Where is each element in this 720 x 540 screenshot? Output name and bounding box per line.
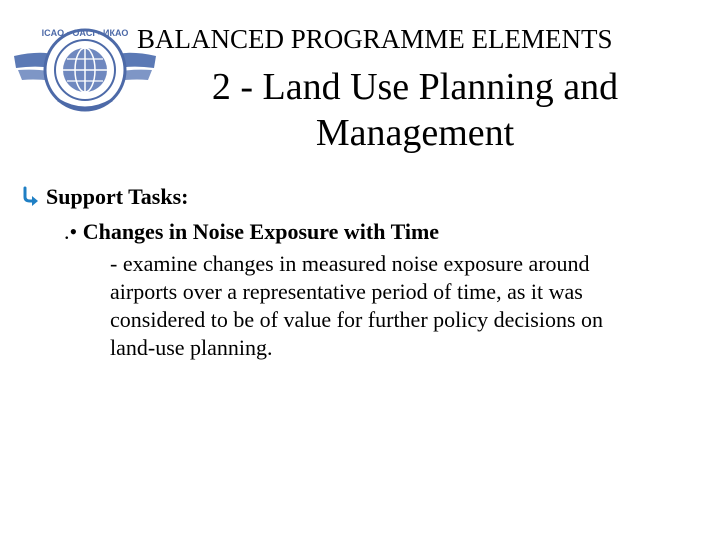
description-line: airports over a representative period of time, as it was [110, 279, 583, 304]
subitem-bullet: .• [64, 219, 78, 244]
logo-ring-text: ICAO • OACI • ИКАО [41, 28, 129, 38]
description-line: - examine changes in measured noise exposure around [110, 251, 590, 276]
title-line-2: Management [315, 112, 515, 154]
slide-header: BALANCED PROGRAMME ELEMENTS [137, 24, 613, 54]
support-tasks-heading [22, 183, 188, 211]
subitem-heading [64, 218, 439, 246]
support-tasks-label: Support Tasks: [46, 184, 189, 209]
description-line: considered to be of value for further policy decisions on [110, 307, 604, 332]
title-line-1: 2 - Land Use Planning and [211, 66, 619, 108]
slide-title [160, 64, 670, 156]
subitem-description [110, 250, 695, 362]
description-line: land-use planning. [110, 335, 273, 360]
curved-arrow-icon [22, 186, 40, 206]
subitem-label: Changes in Noise Exposure with Time [82, 219, 440, 244]
